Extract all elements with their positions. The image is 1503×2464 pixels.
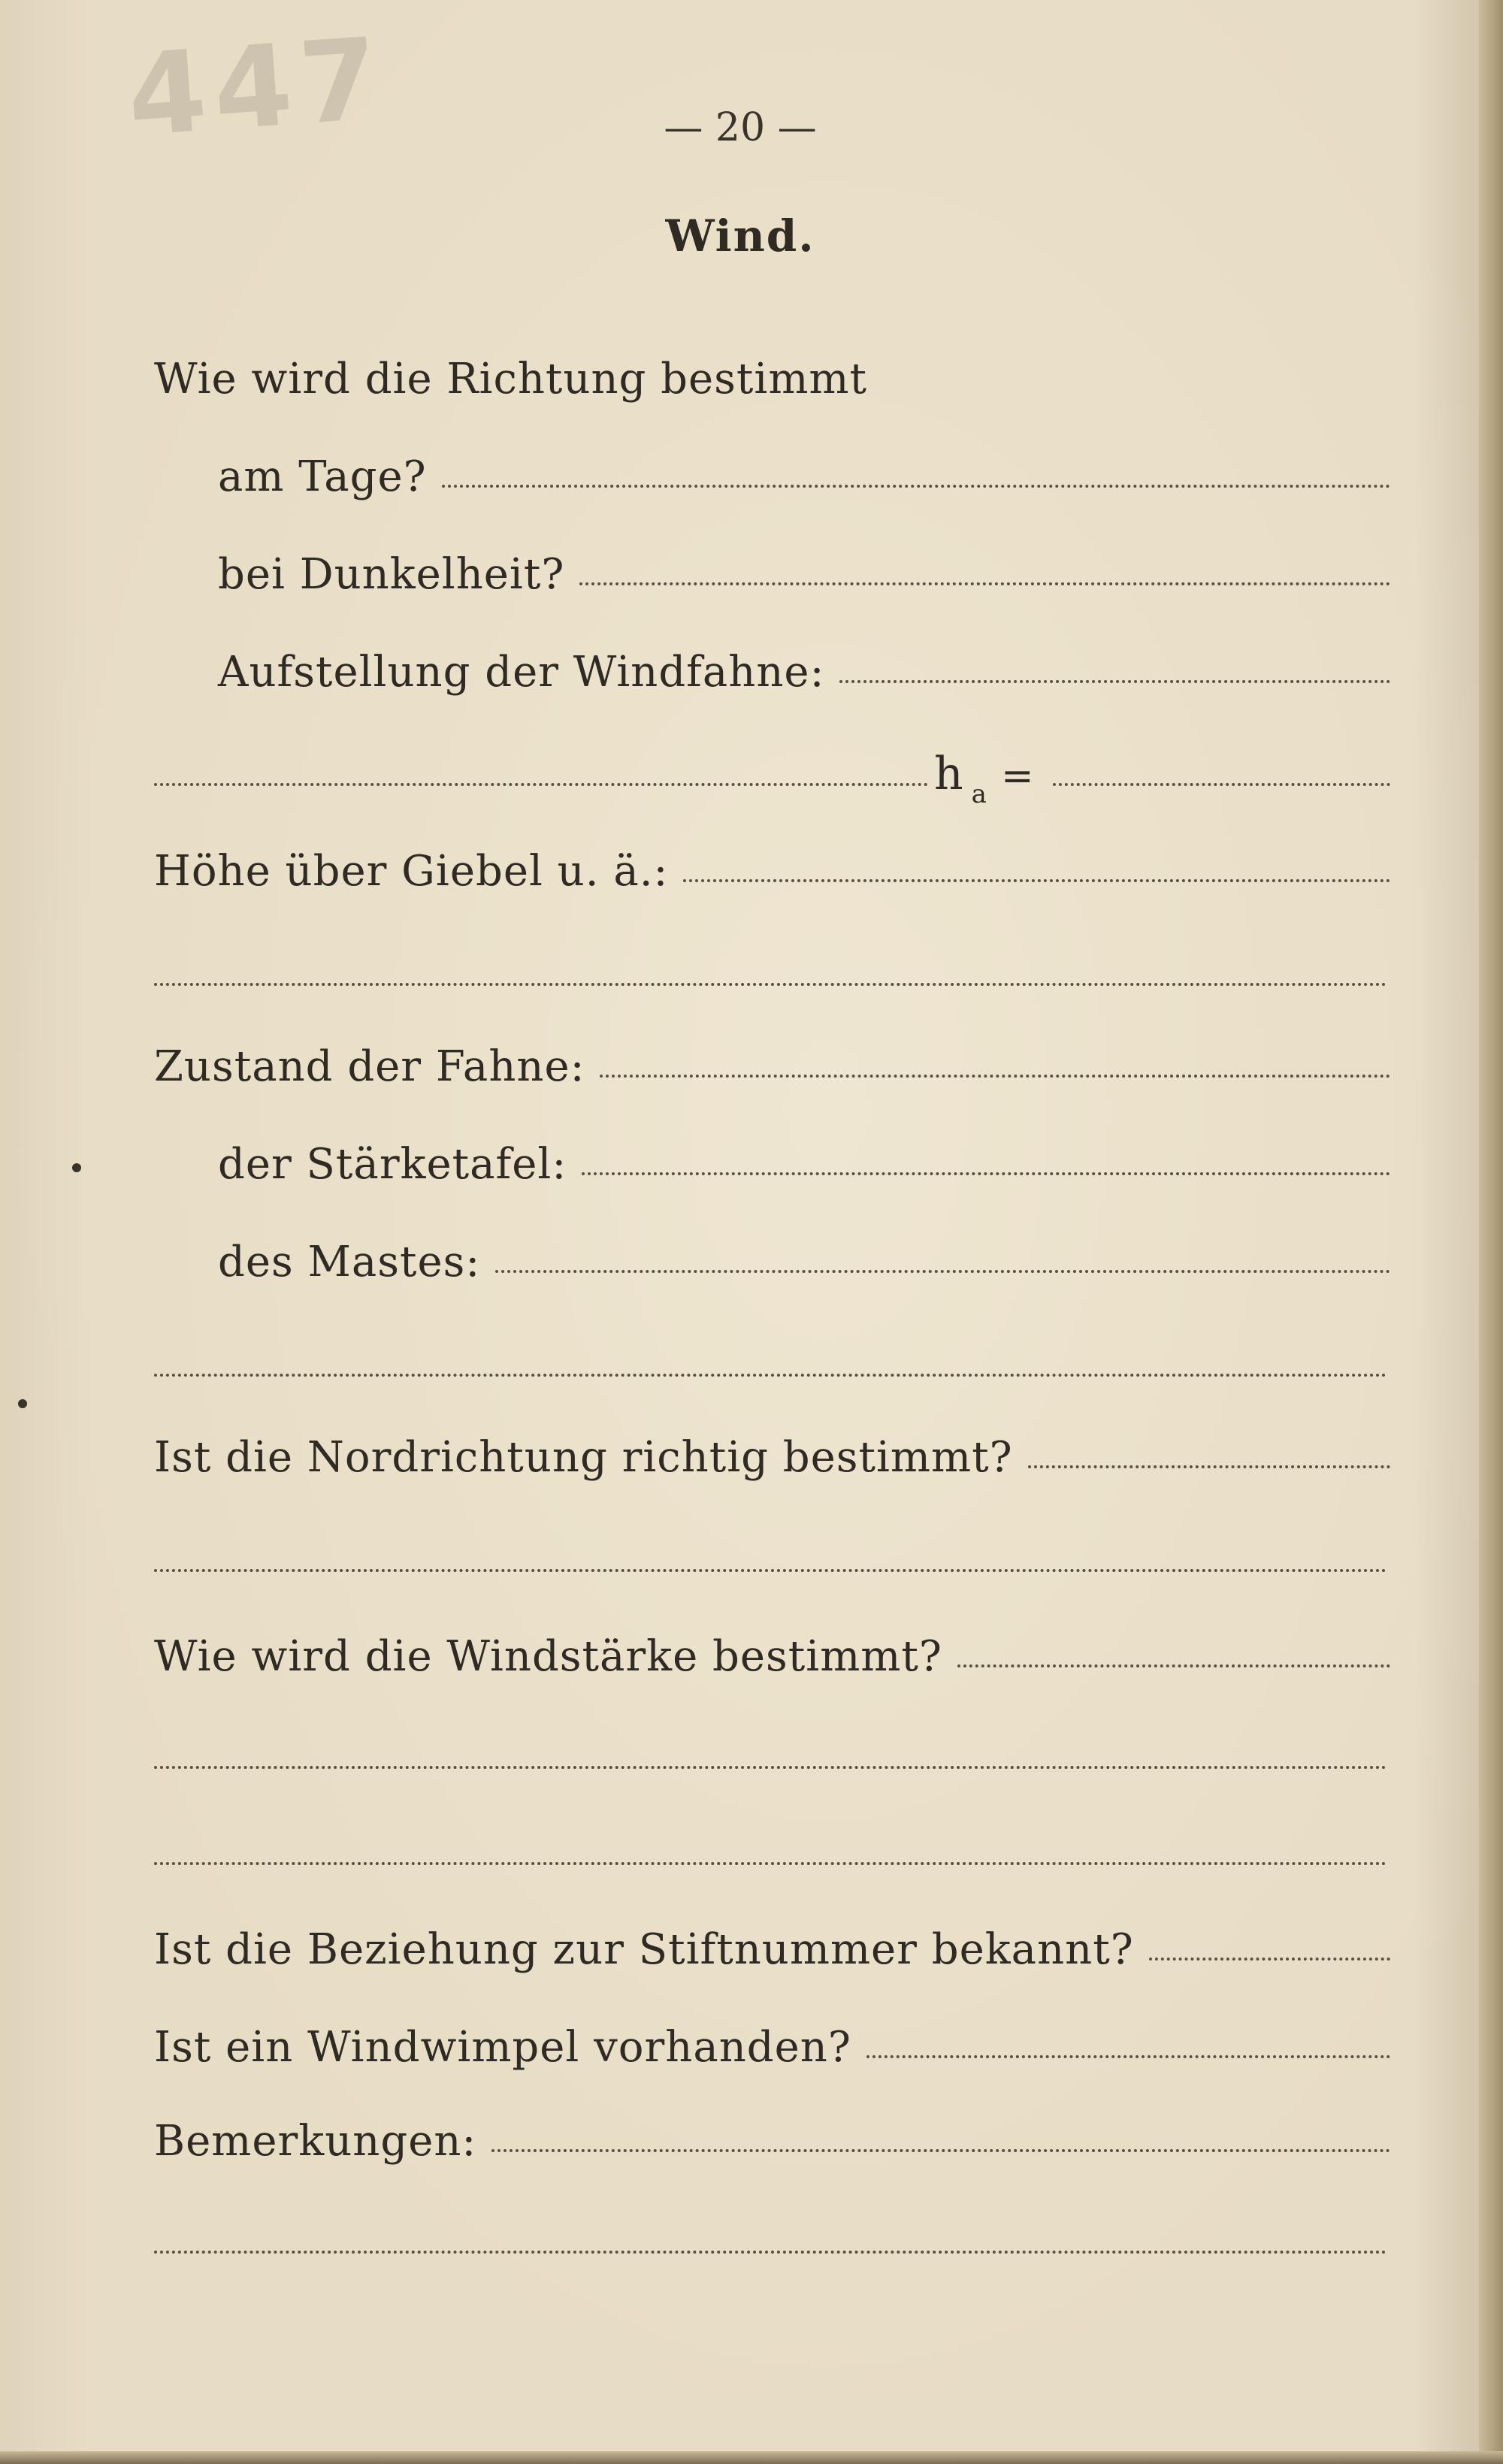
day-answer-line[interactable] bbox=[442, 485, 1390, 488]
ha-subscript: a bbox=[971, 779, 987, 809]
faded-stamp-number: 447 bbox=[123, 14, 390, 162]
ha-field[interactable] bbox=[154, 748, 1390, 807]
wind-strength-field[interactable] bbox=[154, 1631, 1390, 1683]
darkness-label: bei Dunkelheit? bbox=[218, 550, 565, 599]
vane-placement-field[interactable] bbox=[218, 646, 1390, 699]
height-label: Höhe über Giebel u. ä.: bbox=[154, 847, 669, 896]
ha-equals: = bbox=[1000, 754, 1035, 799]
board-state-answer-line[interactable] bbox=[582, 1172, 1390, 1175]
direction-question: Wie wird die Richtung bestimmt bbox=[154, 355, 868, 404]
north-direction-field[interactable] bbox=[154, 1432, 1390, 1484]
mast-state-answer-line[interactable] bbox=[495, 1270, 1390, 1273]
wind-strength-answer-line[interactable] bbox=[957, 1664, 1390, 1667]
board-state-field[interactable] bbox=[218, 1138, 1390, 1191]
vane-placement-label: Aufstellung der Windfahne: bbox=[218, 648, 825, 697]
mast-state-field[interactable] bbox=[218, 1236, 1390, 1289]
wind-strength-extra-line-2[interactable] bbox=[154, 1862, 1387, 1865]
day-label: am Tage? bbox=[218, 452, 427, 501]
height-answer-line[interactable] bbox=[683, 879, 1390, 882]
day-field[interactable] bbox=[218, 451, 1390, 503]
darkness-field[interactable] bbox=[218, 549, 1390, 601]
flag-state-field[interactable] bbox=[154, 1041, 1390, 1093]
height-field[interactable] bbox=[154, 845, 1390, 898]
mast-extra-line[interactable] bbox=[154, 1374, 1387, 1377]
pennant-answer-line[interactable] bbox=[866, 2055, 1390, 2058]
ha-leading-line[interactable] bbox=[154, 783, 928, 786]
darkness-answer-line[interactable] bbox=[579, 582, 1390, 585]
north-direction-label: Ist die Nordrichtung richtig bestimmt? bbox=[154, 1433, 1013, 1482]
wind-strength-extra-line-1[interactable] bbox=[154, 1766, 1387, 1769]
page-number: — 20 — bbox=[664, 105, 817, 150]
remarks-extra-line[interactable] bbox=[154, 2251, 1387, 2254]
pin-number-field[interactable] bbox=[154, 1924, 1390, 1976]
page-title: Wind. bbox=[665, 210, 815, 262]
pin-number-label: Ist die Beziehung zur Stiftnummer bekannt? bbox=[154, 1925, 1134, 1974]
wind-strength-label: Wie wird die Windstärke bestimmt? bbox=[154, 1632, 942, 1681]
margin-ink-dot bbox=[72, 1163, 81, 1172]
page-bottom-edge bbox=[0, 2451, 1503, 2464]
margin-ink-dot bbox=[18, 1399, 27, 1408]
vane-placement-answer-line[interactable] bbox=[839, 680, 1390, 683]
pennant-field[interactable] bbox=[154, 2021, 1390, 2074]
flag-state-answer-line[interactable] bbox=[600, 1075, 1390, 1078]
ha-symbol: h bbox=[934, 748, 964, 800]
pin-number-answer-line[interactable] bbox=[1149, 1958, 1390, 1961]
north-extra-line[interactable] bbox=[154, 1569, 1387, 1572]
page-edge-shadow bbox=[1479, 0, 1503, 2464]
remarks-field[interactable] bbox=[154, 2115, 1390, 2168]
north-direction-answer-line[interactable] bbox=[1028, 1465, 1390, 1468]
flag-state-label: Zustand der Fahne: bbox=[154, 1042, 585, 1091]
ha-answer-line[interactable] bbox=[1053, 783, 1390, 786]
remarks-label: Bemerkungen: bbox=[154, 2117, 477, 2166]
pennant-label: Ist ein Windwimpel vorhanden? bbox=[154, 2023, 851, 2072]
board-state-label: der Stärketafel: bbox=[218, 1140, 567, 1189]
remarks-answer-line[interactable] bbox=[491, 2149, 1390, 2152]
height-extra-line[interactable] bbox=[154, 983, 1387, 986]
mast-state-label: des Mastes: bbox=[218, 1238, 481, 1286]
